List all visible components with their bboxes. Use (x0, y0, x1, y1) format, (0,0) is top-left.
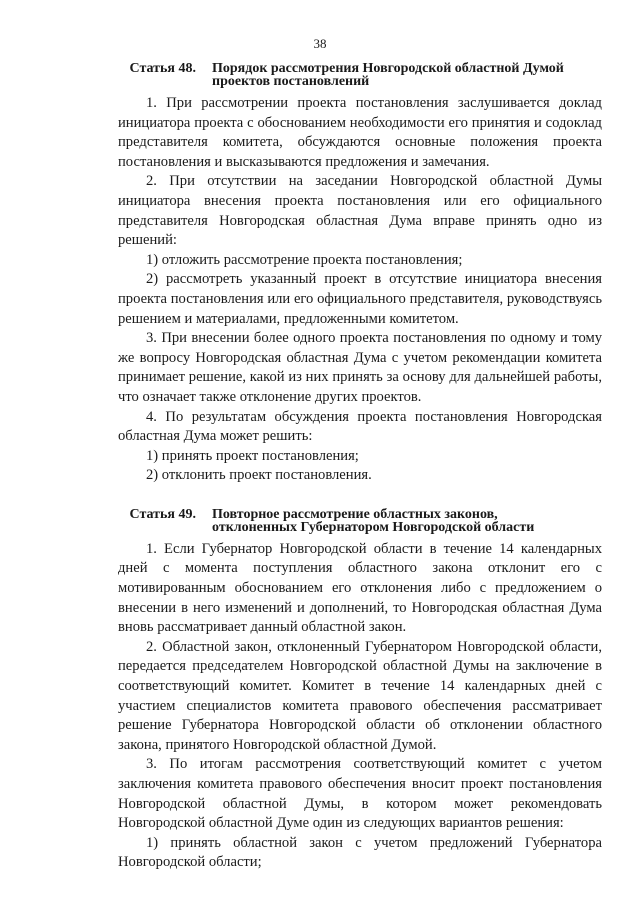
paragraph: 2. Областной закон, отклоненный Губернатором Новгородской области, передается председателем Новгородской областной Думы на заключение в соответствующий комитет. Комитет в течение 14 календарных дней с участием специалистов комитета правового обеспечения рассматривает решение Губернатора Новгородской области об отклонении областного закона, принятого Новгородской областной Думой. (118, 638, 602, 753)
article-title-line: Порядок рассмотрения Новгородской областной Думой (212, 61, 564, 76)
article-49 (118, 508, 602, 873)
paragraph: 1. Если Губернатор Новгородской области в течение 14 календарных дней с момента поступления областного закона отклонит его с мотивированным обоснованием его отклонения либо с предложением о внесении в него изменений и дополнений, то Новгородская областная Дума вновь рассматривает данный областной закон. (118, 540, 602, 636)
document-body (118, 62, 602, 873)
article-title (212, 508, 602, 534)
page-number: 38 (313, 36, 327, 51)
paragraph: 4. По результатам обсуждения проекта постановления Новгородская областная Дума может решить: (118, 408, 602, 445)
section-gap (118, 486, 602, 508)
paragraph: 3. По итогам рассмотрения соответствующий комитет с учетом заключения комитета правового обеспечения вносит проект постановления Новгородской областной Думы, в котором может рекомендовать Новгородской областной Думе один из следующих вариантов решения: (118, 756, 602, 832)
paragraph: 1. При рассмотрении проекта постановления заслушивается доклад инициатора проекта с обоснованием необходимости его принятия и содоклад представителя комитета, обсуждаются основные положения проекта постановления и высказываются предложения и замечания. (118, 95, 602, 170)
list-item: 1) отложить рассмотрение проекта постановления; (146, 251, 463, 268)
list-item: 2) отклонить проект постановления. (146, 467, 372, 484)
article-title-line: отклоненных Губернатором Новгородской области (212, 519, 535, 535)
article-heading (110, 62, 602, 88)
list-item: 1) принять областной закон с учетом предложений Губернатора Новгородской области; (118, 834, 602, 871)
article-title-line: Повторное рассмотрение областных законов, (212, 506, 498, 522)
article-heading (110, 508, 602, 534)
article-number: Статья 48. (129, 61, 196, 76)
article-title-line: проектов постановлений (212, 74, 370, 89)
article-number: Статья 49. (129, 506, 196, 522)
article-48 (118, 62, 602, 486)
list-item: 1) принять проект постановления; (146, 447, 359, 464)
article-title (212, 62, 602, 88)
list-item: 2) рассмотреть указанный проект в отсутствие инициатора внесения проекта постановления или его официального представителя, руководствуясь решением и материалами, предложенными комитетом. (118, 271, 602, 327)
paragraph: 2. При отсутствии на заседании Новгородской областной Думы инициатора внесения проекта постановления или его официального представителя Новгородская областная Дума вправе принять одно из решений: (118, 173, 602, 249)
paragraph: 3. При внесении более одного проекта постановления по одному и тому же вопросу Новгородская областная Дума с учетом рекомендации комитета принимает решение, какой из них принять за основу для дальнейшей работы, что означает также отклонение других проектов. (118, 330, 602, 405)
